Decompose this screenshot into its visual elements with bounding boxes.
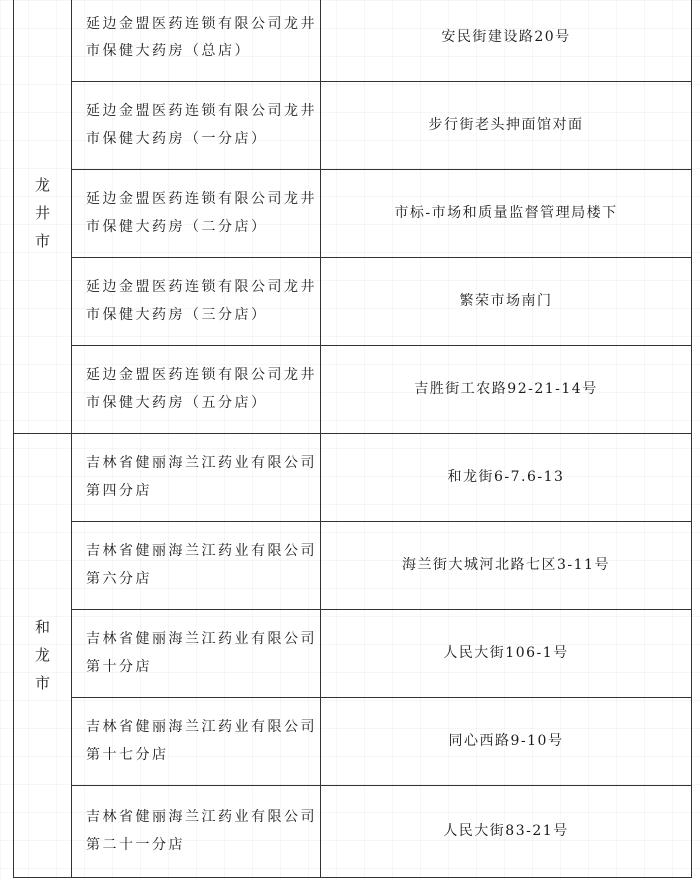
- pharmacy-name-cell: [72, 170, 321, 258]
- pharmacy-table: [13, 0, 692, 878]
- pharmacy-name: 吉林省健丽海兰江药业有限公司第六分店: [86, 543, 317, 587]
- pharmacy-address: 吉胜街工农路92-21-14号: [414, 380, 598, 397]
- table-row: [14, 610, 692, 698]
- pharmacy-name-cell: [72, 0, 321, 82]
- pharmacy-address: 人民大街106-1号: [443, 644, 569, 661]
- address-cell: [321, 0, 692, 82]
- address-cell: [321, 522, 692, 610]
- pharmacy-address: 繁荣市场南门: [459, 292, 553, 309]
- table-row: [14, 258, 692, 346]
- pharmacy-address: 同心西路9-10号: [448, 732, 564, 749]
- table-row: [14, 0, 692, 82]
- pharmacy-name: 延边金盟医药连锁有限公司龙井市保健大药房（五分店）: [86, 367, 317, 411]
- pharmacy-name-cell: [72, 786, 321, 878]
- pharmacy-name-cell: [72, 434, 321, 522]
- pharmacy-address: 安民街建设路20号: [441, 29, 571, 46]
- pharmacy-name-cell: [72, 522, 321, 610]
- pharmacy-name-cell: [72, 698, 321, 786]
- pharmacy-name-cell: [72, 346, 321, 434]
- address-cell: [321, 434, 692, 522]
- table-row: [14, 82, 692, 170]
- pharmacy-name-cell: [72, 610, 321, 698]
- pharmacy-name: 延边金盟医药连锁有限公司龙井市保健大药房（二分店）: [86, 191, 317, 235]
- pharmacy-name-cell: [72, 82, 321, 170]
- pharmacy-address: 步行街老头抻面馆对面: [428, 116, 584, 133]
- pharmacy-address: 海兰街大城河北路七区3-11号: [402, 556, 610, 573]
- table-row: [14, 786, 692, 878]
- pharmacy-name: 延边金盟医药连锁有限公司龙井市保健大药房（一分店）: [86, 103, 317, 147]
- city-cell: [14, 0, 72, 434]
- address-cell: [321, 346, 692, 434]
- address-cell: [321, 786, 692, 878]
- pharmacy-name: 吉林省健丽海兰江药业有限公司第十分店: [86, 631, 317, 675]
- table-row: [14, 522, 692, 610]
- address-cell: [321, 170, 692, 258]
- pharmacy-name: 延边金盟医药连锁有限公司龙井市保健大药房（总店）: [86, 15, 317, 59]
- pharmacy-name: 延边金盟医药连锁有限公司龙井市保健大药房（三分店）: [86, 279, 317, 323]
- address-cell: [321, 82, 692, 170]
- address-cell: [321, 258, 692, 346]
- city-label: 和龙市: [34, 617, 50, 692]
- pharmacy-address: 人民大街83-21号: [443, 822, 569, 839]
- pharmacy-address: 市标-市场和质量监督管理局楼下: [394, 204, 618, 221]
- pharmacy-address: 和龙街6-7.6-13: [447, 468, 565, 485]
- city-cell: [14, 434, 72, 878]
- table-row: [14, 434, 692, 522]
- pharmacy-name: 吉林省健丽海兰江药业有限公司第十七分店: [86, 719, 317, 763]
- address-cell: [321, 698, 692, 786]
- pharmacy-name: 吉林省健丽海兰江药业有限公司第二十一分店: [86, 809, 317, 853]
- table-row: [14, 698, 692, 786]
- pharmacy-name-cell: [72, 258, 321, 346]
- pharmacy-name: 吉林省健丽海兰江药业有限公司第四分店: [86, 455, 317, 499]
- city-label: 龙井市: [34, 176, 50, 251]
- table-row: [14, 346, 692, 434]
- address-cell: [321, 610, 692, 698]
- table-row: [14, 170, 692, 258]
